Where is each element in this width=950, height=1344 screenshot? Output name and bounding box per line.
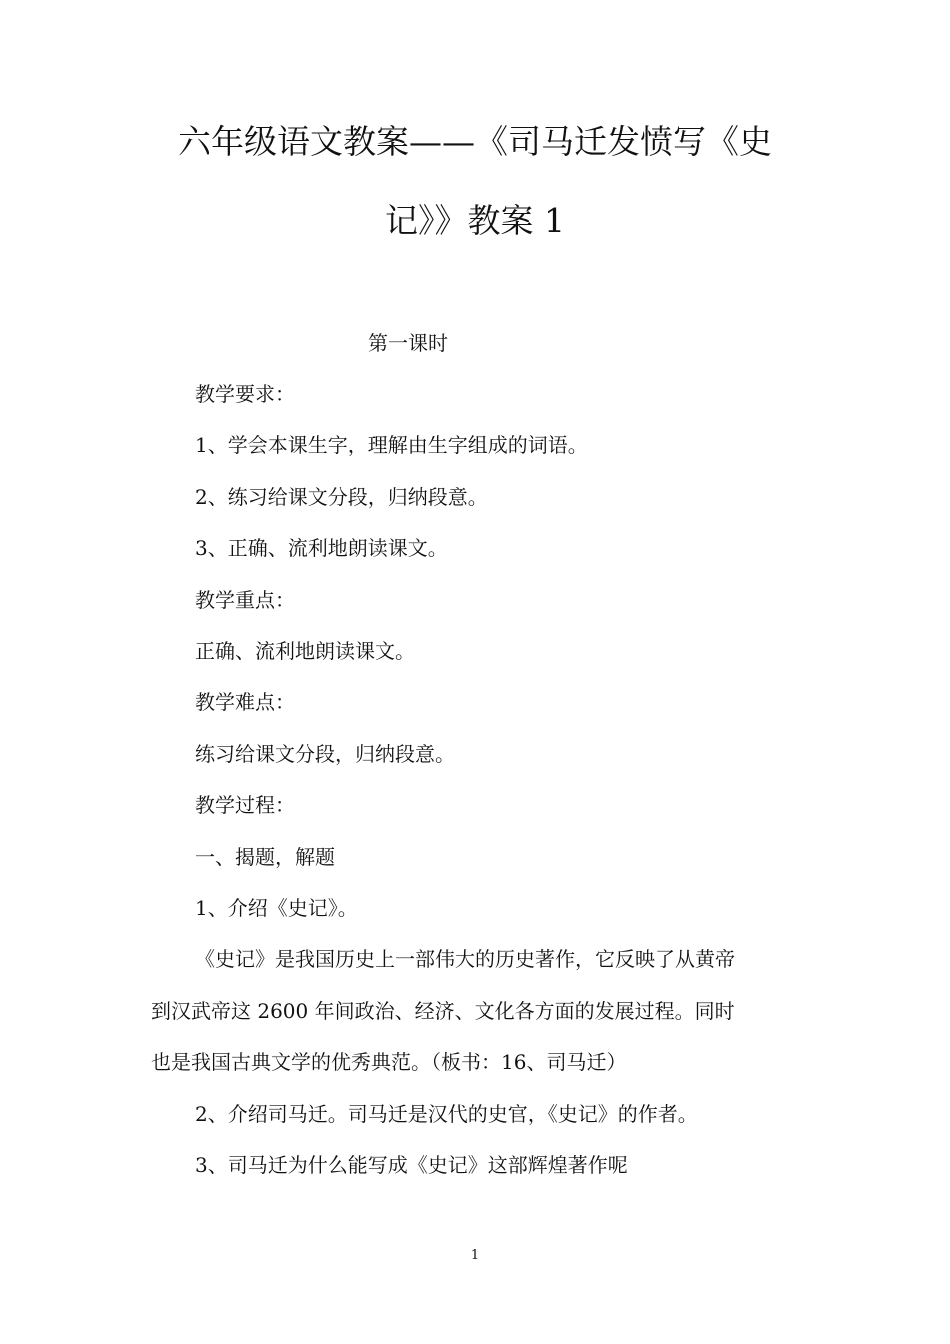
page-number: 1 [470, 1248, 480, 1263]
paragraph-key-points: 正确、流利地朗读课文。 [195, 639, 415, 663]
paragraph-shiji-description-line-2: 到汉武帝这 2600 年间政治、经济、文化各方面的发展过程。同时 [151, 999, 735, 1023]
paragraph-key-points-label: 教学重点： [195, 588, 295, 612]
paragraph-introduce-sima-qian: 2、介绍司马迁。司马迁是汉代的史官，《史记》的作者。 [195, 1102, 698, 1126]
section-heading: 第一课时 [368, 331, 448, 355]
paragraph-introduce-shiji: 1、介绍《史记》。 [195, 896, 358, 920]
paragraph-difficulties-label: 教学难点： [195, 690, 295, 714]
paragraph-process-label: 教学过程： [195, 793, 295, 817]
document-title-line-1: 六年级语文教案——《司马迁发愤写《史 [178, 122, 772, 161]
paragraph-teaching-requirements-label: 教学要求： [195, 382, 295, 406]
paragraph-requirement-3: 3、正确、流利地朗读课文。 [195, 536, 448, 560]
document-title-line-2: 记》》教案 1 [385, 201, 565, 240]
paragraph-requirement-1: 1、学会本课生字，理解由生字组成的词语。 [195, 433, 588, 457]
paragraph-step-one: 一、揭题，解题 [195, 845, 335, 869]
paragraph-question: 3、司马迁为什么能写成《史记》这部辉煌著作呢 [195, 1153, 628, 1177]
paragraph-difficulties: 练习给课文分段，归纳段意。 [195, 742, 455, 766]
paragraph-requirement-2: 2、练习给课文分段，归纳段意。 [195, 485, 488, 509]
paragraph-shiji-description-line-1: 《史记》是我国历史上一部伟大的历史著作，它反映了从黄帝 [195, 947, 735, 971]
paragraph-shiji-description-line-3: 也是我国古典文学的优秀典范。（板书：16、司马迁） [151, 1050, 627, 1074]
